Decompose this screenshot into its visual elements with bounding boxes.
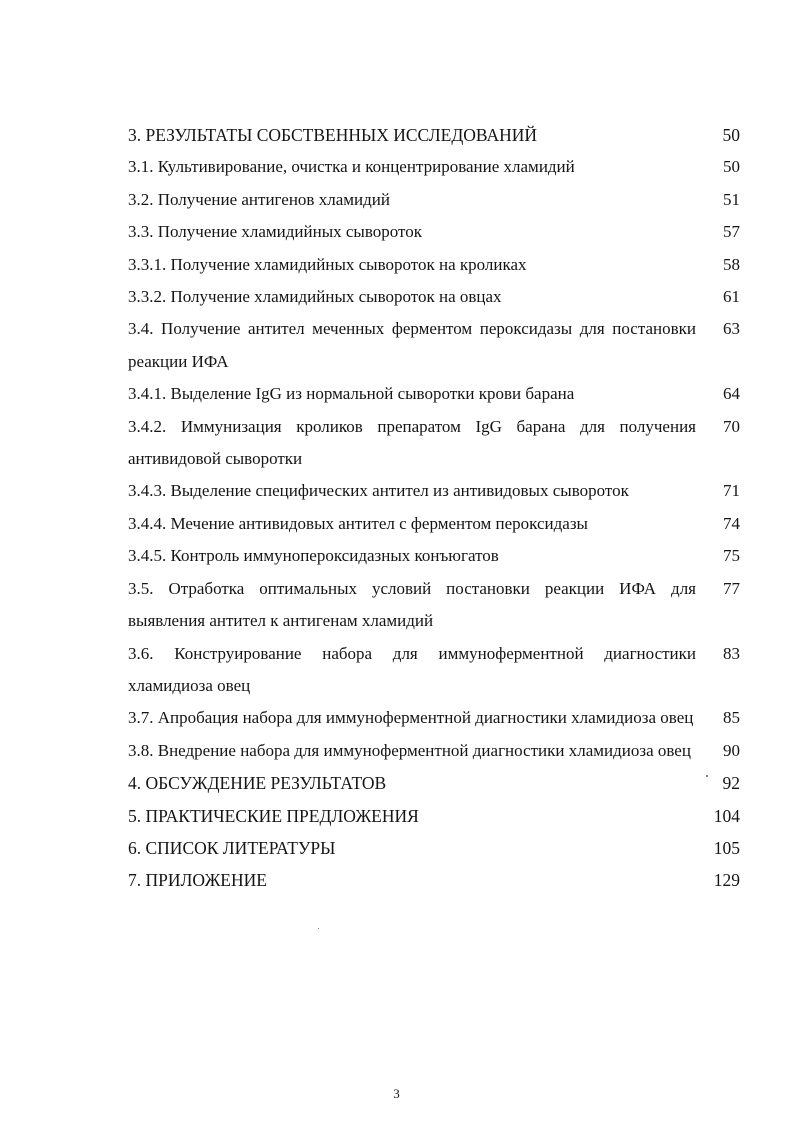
toc-entry-title: 3.3.1. Получение хламидийных сывороток на кроликах: [128, 254, 527, 274]
toc-entry-page: 90: [723, 740, 740, 760]
toc-entry-page: 104: [713, 805, 740, 826]
toc-entry-title: 3.3.2. Получение хламидийных сывороток на овцах: [128, 287, 502, 307]
toc-entry-page: 105: [713, 837, 740, 858]
toc-entry: [128, 832, 742, 864]
toc-entry: [128, 638, 742, 703]
toc-entry-title: 3.4.5. Контроль иммунопероксидазных конъюгатов: [128, 546, 499, 566]
toc-entry: [128, 573, 742, 638]
toc-entry-title: 3.4.3. Выделение специфических антител из антивидовых сывороток: [128, 481, 629, 501]
toc-entry: [128, 508, 742, 540]
toc-entry-title: 3.4. Получение антител меченных ферментом пероксидазы для постановки реакции ИФА: [128, 319, 696, 371]
scan-speck: [706, 775, 708, 777]
toc-entry: [128, 411, 742, 476]
page-number: 3: [393, 1086, 400, 1101]
toc-entry-title: 3. РЕЗУЛЬТАТЫ СОБСТВЕННЫХ ИССЛЕДОВАНИЙ: [128, 125, 538, 145]
toc-entry-page: 70: [723, 416, 740, 436]
toc-entry: [128, 735, 742, 767]
toc-entry-page: 74: [723, 513, 740, 533]
toc-entry: [128, 216, 742, 248]
toc-entry-title: 3.7. Апробация набора для иммуноферментной диагностики хламидиоза овец: [128, 708, 694, 728]
toc-entry-page: 77: [723, 578, 740, 598]
toc-entry-page: 58: [723, 254, 740, 274]
toc-entry-page: 64: [723, 384, 740, 404]
toc-entry: [128, 767, 742, 799]
toc-entry: [128, 800, 742, 832]
toc-entry-title: 3.5. Отработка оптимальных условий постановки реакции ИФА для выявления антител к антигенам хламидий: [128, 578, 696, 631]
toc-entry: [128, 540, 742, 572]
scan-speck: [318, 928, 319, 929]
toc-entry-page: 50: [722, 125, 740, 145]
toc-entry: [128, 475, 742, 507]
toc-entry-page: 61: [723, 287, 740, 307]
toc-entry-page: 50: [723, 157, 740, 177]
toc-entry: [128, 313, 742, 378]
toc-entry: [128, 378, 742, 410]
toc-entry-title: 3.8. Внедрение набора для иммуноферментной диагностики хламидиоза овец: [128, 740, 691, 760]
toc-entry-title: 6. СПИСОК ЛИТЕРАТУРЫ: [128, 837, 336, 858]
toc-entry: [128, 184, 742, 216]
toc-entry: [128, 702, 742, 734]
toc-entry: [128, 281, 742, 313]
toc-entry-title: 7. ПРИЛОЖЕНИЕ: [128, 870, 267, 891]
table-of-contents: [128, 119, 742, 897]
toc-entry: [128, 119, 742, 151]
toc-entry-title: 3.3. Получение хламидийных сывороток: [128, 222, 422, 242]
toc-entry-page: 63: [723, 319, 740, 339]
toc-entry: [128, 151, 742, 183]
toc-entry-title: 4. ОБСУЖДЕНИЕ РЕЗУЛЬТАТОВ: [128, 773, 387, 794]
toc-entry-page: 85: [723, 708, 740, 728]
toc-entry-title: 3.4.1. Выделение IgG из нормальной сыворотки крови барана: [128, 384, 575, 404]
toc-entry-title: 3.2. Получение антигенов хламидий: [128, 189, 390, 209]
toc-entry-title: 3.4.4. Мечение антивидовых антител с ферментом пероксидазы: [128, 513, 588, 533]
toc-entry-page: 57: [723, 222, 740, 242]
toc-entry-page: 71: [723, 481, 740, 501]
toc-entry-title: 3.6. Конструирование набора для иммуноферментной диагностики хламидиоза овец: [128, 643, 696, 695]
toc-entry: [128, 249, 742, 281]
toc-entry-page: 51: [723, 189, 740, 209]
toc-entry-page: 129: [713, 870, 740, 891]
toc-entry-page: 92: [722, 773, 740, 794]
toc-entry-page: 75: [723, 546, 740, 566]
toc-entry-title: 5. ПРАКТИЧЕСКИЕ ПРЕДЛОЖЕНИЯ: [128, 805, 419, 826]
toc-entry-title: 3.1. Культивирование, очистка и концентрирование хламидий: [128, 157, 575, 177]
toc-entry-page: 83: [723, 643, 740, 663]
toc-entry-title: 3.4.2. Иммунизация кроликов препаратом IgG барана для получения антивидовой сыворотки: [128, 416, 696, 469]
toc-entry: [128, 864, 742, 896]
